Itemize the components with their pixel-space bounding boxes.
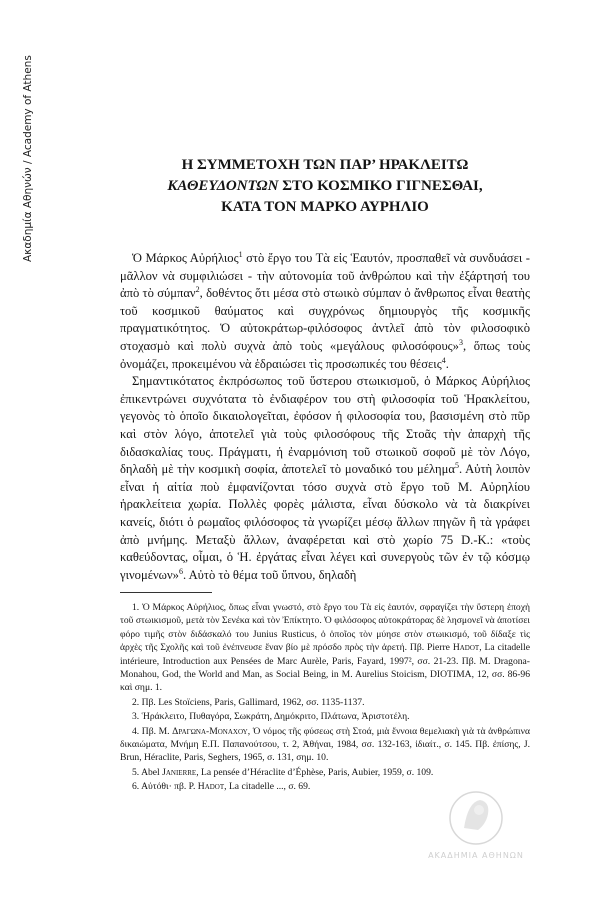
footnote-text: 2. Πβ. Les Stoïciens, Paris, Gallimard, 1962, σσ. 1135-1137. (132, 696, 365, 708)
paragraph-1 (120, 250, 530, 373)
title-line-2 (120, 176, 530, 197)
footnote-5 (120, 766, 530, 779)
footnote-author: Δραγωνα-Μοναχου (172, 725, 248, 737)
footnote-ref[interactable]: 3 (458, 337, 463, 347)
footnote-author: Hadot (452, 642, 480, 654)
footnote-ref[interactable]: 2 (195, 285, 200, 294)
academy-seal-watermark (416, 784, 536, 864)
article-title (120, 155, 530, 218)
title-italic-word: ΚΑΘΕΥΔΟΝΤΩΝ (167, 178, 279, 194)
body-text (120, 250, 530, 584)
footnote-text: , La citadelle intérieure, Introduction aux Pensées de Marc Aurèle, Paris, Fayard, 1997², σσ. 21-23. Πβ. M. Dragona-Monahou, God, the World and Man, as Social Being, in M. Aurelius Stoicism, DIOTIMA, 12, σσ. 86-96 καὶ σημ. 1. (120, 642, 530, 694)
title-line-2-rest: ΣΤΟ ΚΟΣΜΙΚΟ ΓΙΓΝΕΣΘΑΙ, (278, 178, 483, 194)
footnote-divider (120, 592, 212, 593)
text-run: Σημαντικότατος ἐκπρόσωπος τοῦ ὕστερου στωικισμοῦ, ὁ Μάρκος Αὐρήλιος ἐπικεντρώνει συχνότατα τὸ ἐνδιαφέρον του στὴ φιλοσοφία τοῦ Ἡρακλείτου, γεγονὸς τὸ ὁποῖο δικαιολογεῖται, ἐφόσον ἡ φιλοσοφία του, βασισμένη στὸ πῦρ καὶ στὸν λόγο, ἀποτελεῖ γιὰ τοὺς φιλοσόφους τῆς Στοᾶς τὴν ἀπαρχὴ τῆς διδασκαλίας τους. Πράγματι, ἡ ἐναρμόνιση τοῦ στωικοῦ σοφοῦ μὲ τὸν Λόγο, δηλαδὴ μὲ τὴν κοσμικὴ σοφία, ἀποτελεῖ τὸ μοναδικό του μέλημα (120, 374, 530, 477)
footnote-author: Janierre (162, 766, 197, 778)
title-line-1: Η ΣΥΜΜΕΤΟΧΗ ΤΩΝ ΠΑΡ’ ΗΡΑΚΛΕΙΤΩ (181, 157, 469, 173)
footnote-3 (120, 710, 530, 723)
footnote-text: 3. Ἡράκλειτο, Πυθαγόρα, Σωκράτη, Δημόκριτο, Πλάτωνα, Ἀριστοτέλη. (132, 711, 410, 723)
footnote-ref[interactable]: 6 (178, 566, 183, 576)
footnote-text: 5. Abel (132, 766, 163, 778)
text-run: . Αὐτὸ τὸ θέμα τοῦ ὕπνου, δηλαδὴ (182, 567, 357, 582)
footnote-text: , La citadelle ..., σ. 69. (224, 781, 311, 793)
paragraph-2 (120, 373, 530, 584)
footnote-ref[interactable]: 4 (441, 355, 446, 365)
footnotes (120, 601, 530, 795)
text-run: , δοθέντος ὅτι μέσα στὸ στωικὸ σύμπαν ὁ ἄνθρωπος εἶναι θεατὴς τοῦ κοσμικοῦ θαύματος καὶ συγχρόνως δημιουργὸς τῆς κοσμικῆς πραγματικότητος. Ὁ αὐτοκράτωρ-φιλόσοφος ἀντλεῖ ἀπὸ τὸν φιλοσοφικὸ στοχασμὸ καὶ πολὺ συχνὰ ἀπὸ τοὺς «μεγάλους φιλοσόφους» (120, 286, 531, 353)
text-run: . (445, 356, 449, 371)
footnote-text: , La pensée d’Héraclite d’Éphèse, Paris, Aubier, 1959, σ. 109. (196, 766, 434, 778)
footnote-4 (120, 725, 530, 765)
text-run: . Αὐτὴ λοιπὸν εἶναι ἡ αἰτία ποὺ ἐμφανίζονται τόσο συχνὰ στὸ ἔργο τοῦ Μ. Αὐρηλίου ἡρακλείτεια χωρία. Πολλὲς φορὲς μάλιστα, εἶναι δύσκολο νὰ τὰ διακρίνει κανείς, διότι ὁ ρωμαῖος φιλόσοφος τὰ γνωρίζει μέσῳ ἄλλων πηγῶν ἢ τὰ γράφει ἀπὸ μνήμης. Μεταξὺ ἄλλων, ἀναφέρεται καὶ στὸ χωρίο 75 D.-K.: «τοὺς καθεύδοντας, οἶμαι, ὁ Ἡ. ἐργάτας εἶναι λέγει καὶ συνεργοὺς τῶν ἐν τῷ κόσμῳ γινομένων» (120, 462, 531, 582)
vertical-side-label (22, 40, 42, 280)
footnote-text: 1. Ὁ Μάρκος Αὐρήλιος, ὅπως εἶναι γνωστό, στὸ ἔργο του Τὰ εἰς ἑαυτόν, σφραγίζει τὴν ὕστερη ἐποχὴ τοῦ στωικισμοῦ, μετὰ τὸν Σενέκα καὶ τὸν Ἐπίκτητο. Ὁ φιλόσοφος αὐτοκράτορας δὲ λησμονεῖ νὰ ἀποτίσει φόρο τιμῆς στὸν διδάσκαλό του Junius Rusticus, ὁ ὁποῖος τὸν μύησε στὸν στωικισμό, τοῦ δίδαξε τὶς ἀρχὲς τῆς Σχολῆς καὶ τοῦ ἐνέπνευσε ἕναν βίο μὲ πρόσδο πρὸς τὴν ἀρετή. Πβ. Pierre (120, 602, 530, 654)
text-run: Ὁ Μάρκος Αὐρήλιος (132, 251, 239, 265)
footnote-2 (120, 696, 530, 709)
footnote-text: 4. Πβ. Μ. (132, 725, 173, 737)
text-run: στὸ ἔργο του Τὰ εἰς Ἑαυτόν, προσπαθεῖ νὰ συνδυάσει - μᾶλλον νὰ συμφιλιώσει - τὴν αὐτονομία τοῦ ἀνθρώπου καὶ τὴν ἐξάρτησή του ἀπὸ τὸ σύμπαν (120, 251, 530, 301)
footnote-1 (120, 601, 530, 695)
footnote-text: , Ὁ νόμος τῆς φύσεως στὴ Στοά, μιὰ ἔννοια θεμελιακὴ γιὰ τὰ ἀνθρώπινα δικαιώματα, Μνήμη Ε.Π. Παπανούτσου, τ. 2, Ἀθήναι, 1984, σσ. 132-163, ἰδιαίτ., σ. 145. Πβ. ἐπίσης, J. Brun, Héraclite, Paris, Seghers, 1965, σ. 131, σημ. 10. (120, 725, 530, 764)
side-label-text: Ακαδημία Αθηνών / Academy of Athens (22, 55, 34, 262)
text-run: , ὅπως τοὺς ὀνομάζει, προκειμένου νὰ ἑδραιώσει τὶς προσωπικές του θέσεις (120, 338, 530, 371)
footnote-text: 6. Αὐτόθι· πβ. P. (132, 781, 198, 793)
footnote-author: Hadot (197, 781, 225, 793)
seal-text: ΑΚΑΔΗΜΙΑ ΑΘΗΝΩΝ (428, 851, 524, 860)
footnote-ref[interactable]: 1 (238, 249, 243, 259)
footnote-ref[interactable]: 5 (454, 460, 459, 470)
title-line-3: ΚΑΤΑ ΤΟΝ ΜΑΡΚΟ ΑΥΡΗΛΙΟ (221, 199, 429, 215)
